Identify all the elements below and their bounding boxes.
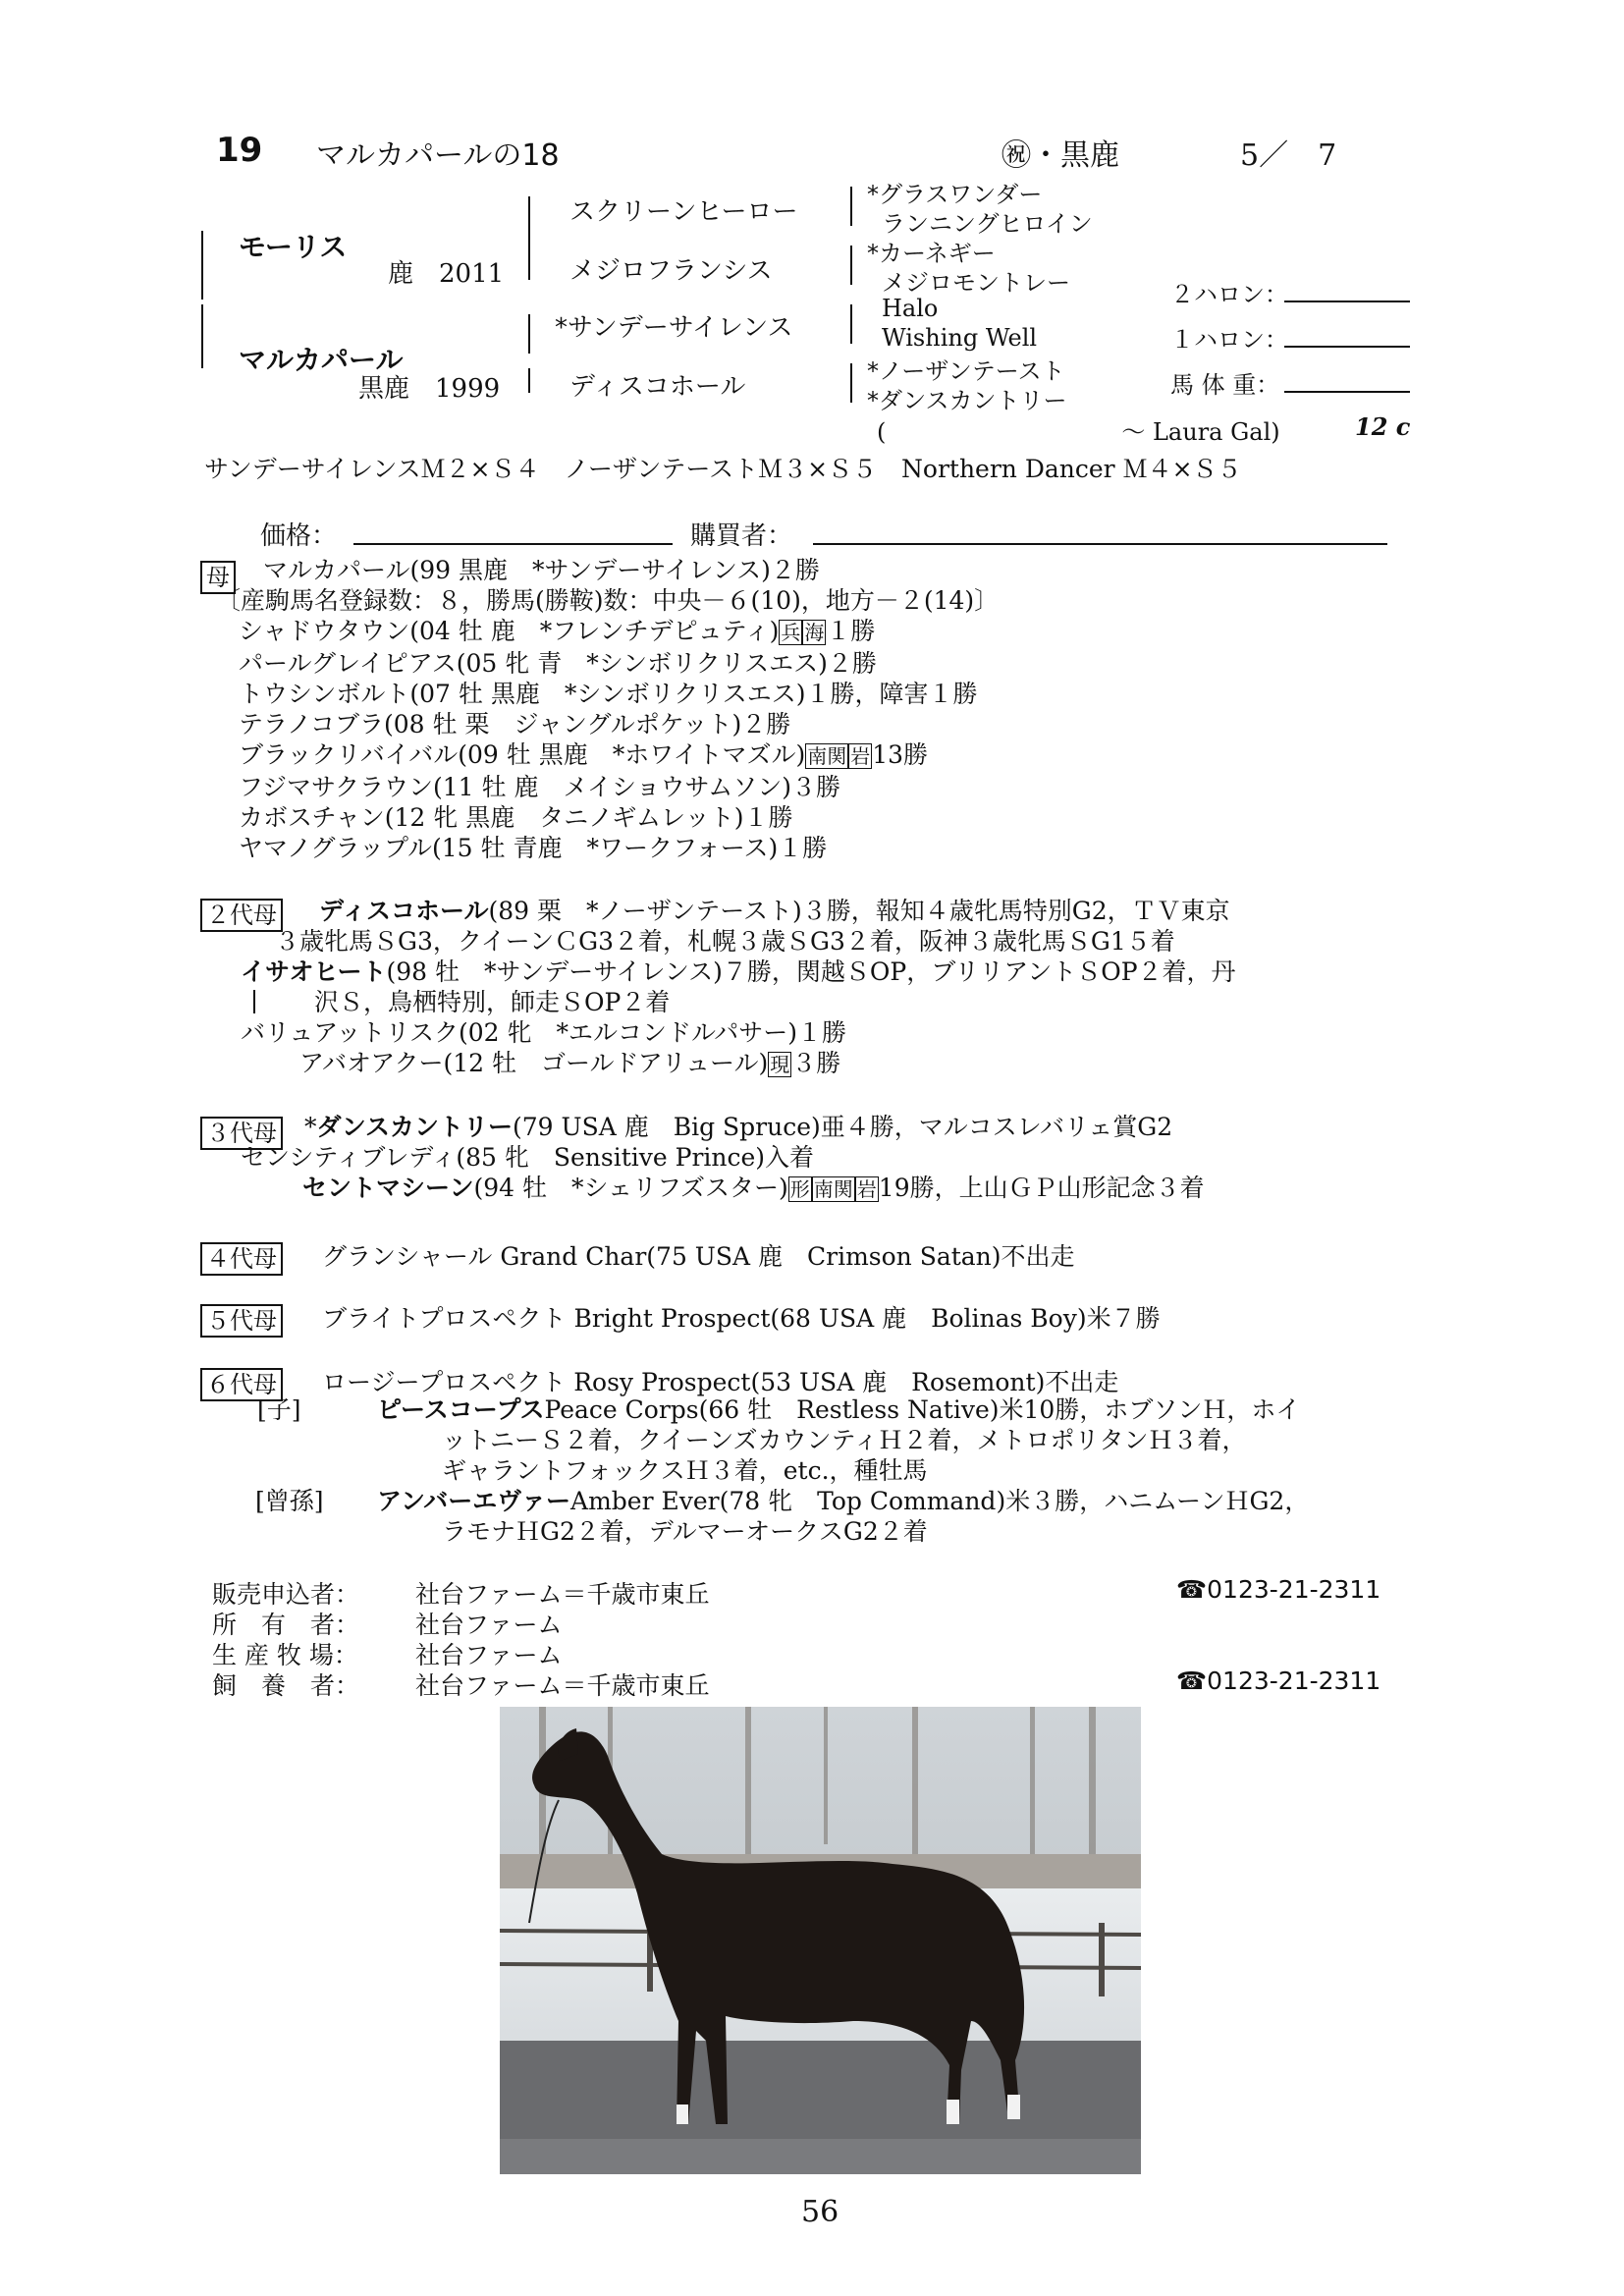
child-tag: [子] xyxy=(257,1395,301,1424)
dam-line-6: ブラックリバイバル(09 牡 黒鹿 *ホワイトマズル) 南関 岩13勝 xyxy=(239,740,929,769)
pedigree-bracket-3b xyxy=(850,246,852,285)
sire-name: モーリス xyxy=(239,231,348,263)
g6-descendants: [子] ピースコープスPeace Corps(66 牡 Restless Native)米10勝，ホブソンＨ，ホイ ットニーＳ２着，クイーンズカウンティＨ２着，メトロポリタンＨ３着， ギャラントフォックスＨ３着，etc.，種牡馬 [曾孫] アンバーエヴァーAmber Ever(78 牝 Top Command)米３勝，ハニムーンＨG2， ラモナＨG2２着，デルマーオークスG2２着 xyxy=(255,1395,1310,1546)
ssd: ランニングヒロイン xyxy=(882,210,1093,238)
g2-son-name: イサオヒート xyxy=(241,957,387,986)
g2-line2: ３歳牝馬ＳG3，クイーンＣG3２着，札幌３歳ＳG3２着，阪神３歳牝馬ＳG1５着 xyxy=(275,927,1175,956)
applicant-label: 販売申込者： xyxy=(212,1580,360,1609)
furlong1-field[interactable] xyxy=(1284,346,1410,348)
dss: Halo xyxy=(882,295,939,322)
family-number: 12 c xyxy=(1355,412,1411,441)
gg-tag: [曾孫] xyxy=(255,1487,324,1515)
g2-son-line2: 沢Ｓ，鳥栖特別，師走ＳOP２着 xyxy=(314,988,671,1016)
keeper-label: 飼 養 者： xyxy=(212,1671,360,1700)
horse-name: マルカパールの18 xyxy=(316,138,560,173)
dam-color-year: 黒鹿 1999 xyxy=(358,374,501,404)
dam-section-label: 母 xyxy=(200,561,236,594)
furlong1-label: １ハロン： xyxy=(1170,326,1288,354)
dam-line-1: 〔産駒馬名登録数：８，勝馬(勝鞍)数：中央－６(10)，地方－２(14)〕 xyxy=(216,586,1000,615)
dam-line-9: ヤマノグラップル(15 牡 青鹿 *ワークフォース)１勝 xyxy=(239,834,828,862)
birth-date: 5／ 7 xyxy=(1240,138,1337,173)
g3-name: ダンスカントリー xyxy=(316,1113,514,1141)
applicant: 社台ファーム＝千歳市東丘 xyxy=(415,1580,710,1609)
tag-region: 海 xyxy=(804,621,825,644)
sds: *カーネギー xyxy=(867,240,996,267)
buyer-label: 購買者： xyxy=(690,521,793,551)
dam-line-3: パールグレイピアス(05 牝 青 *シンボリクリスエス)２勝 xyxy=(239,649,877,678)
dam-line-8: カボスチャン(12 牝 黒鹿 タニノギムレット)１勝 xyxy=(239,803,793,832)
pedigree-bracket-3d xyxy=(850,363,852,403)
g2-son-line1: (98 牡 *サンデーサイレンス)７勝，関越ＳOP，ブリリアントＳOP２着，丹 xyxy=(386,957,1236,986)
furlong2-field[interactable] xyxy=(1284,301,1410,302)
g2-section-label: ２代母 xyxy=(200,899,283,932)
pedigree-bracket-dam xyxy=(201,304,203,368)
breeder: 社台ファーム xyxy=(415,1641,563,1669)
g3-line1: (79 USA 鹿 Big Spruce)亜４勝，マルコスレバリェ賞G2 xyxy=(513,1113,1173,1141)
dam-line-5: テラノコブラ(08 牡 栗 ジャングルポケット)２勝 xyxy=(239,710,791,738)
dam-line-0: マルカパール(99 黒鹿 *サンデーサイレンス)２勝 xyxy=(263,556,820,584)
g2-name: ディスコホール xyxy=(319,897,489,925)
dam-line-7: フジマサクラウン(11 牡 鹿 メイショウサムソン)３勝 xyxy=(239,773,840,801)
g3-son-name: セントマシーン xyxy=(302,1174,474,1202)
child-name: ピースコープス xyxy=(377,1395,545,1424)
pedigree-bracket-3a xyxy=(850,187,852,226)
dds: *ノーザンテースト xyxy=(867,357,1065,385)
tag-region: 兵 xyxy=(781,621,801,644)
tag-region: 岩 xyxy=(850,744,871,768)
tag-region: 形 xyxy=(789,1177,810,1201)
sire-color-year: 鹿 2011 xyxy=(388,259,505,289)
breeder-label: 生 産 牧 場： xyxy=(212,1641,358,1669)
dsd: Wishing Well xyxy=(882,324,1038,352)
dam-line-4: トウシンボルト(07 牡 黒鹿 *シンボリクリスエス)１勝，障害１勝 xyxy=(239,680,978,708)
sss: *グラスワンダー xyxy=(867,181,1043,208)
owner-label: 所 有 者： xyxy=(212,1611,360,1639)
applicant-phone: ☎0123-21-2311 xyxy=(1176,1575,1381,1604)
child-line2: ットニーＳ２着，クイーンズカウンティＨ２着，メトロポリタンＨ３着， xyxy=(442,1426,1247,1454)
keeper: 社台ファーム＝千歳市東丘 xyxy=(415,1671,710,1700)
family-line: ( 〜 Laura Gal) xyxy=(877,418,1280,446)
g6-section-label: ６代母 xyxy=(200,1368,283,1401)
owner: 社台ファーム xyxy=(415,1611,563,1639)
dam-name: マルカパール xyxy=(239,344,404,376)
g2-line1: (89 栗 *ノーザンテースト)３勝，報知４歳牝馬特別G2，ＴＶ東京 xyxy=(488,897,1230,925)
price-field[interactable] xyxy=(353,543,673,545)
pedigree-bracket-2b xyxy=(528,250,530,280)
sire-dam: メジロフランシス xyxy=(569,256,773,286)
buyer-field[interactable] xyxy=(813,543,1387,545)
sire-sire: スクリーンヒーロー xyxy=(569,197,798,227)
page-number: 56 xyxy=(801,2195,839,2229)
pedigree-bracket-2c xyxy=(528,314,530,354)
g4-section-label: ４代母 xyxy=(200,1242,283,1276)
sdd: メジロモントレー xyxy=(882,269,1070,297)
g3-line2: センシティブレディ(85 牝 Sensitive Prince)入着 xyxy=(241,1143,815,1172)
pedigree-bracket-3c xyxy=(850,304,852,344)
child-line3: ギャラントフォックスＨ３着，etc.，種牡馬 xyxy=(442,1456,928,1485)
price-label: 価格： xyxy=(260,521,338,551)
pedigree-bracket-2a xyxy=(528,196,530,250)
dam-section-body xyxy=(216,555,1000,863)
ddd: *ダンスカントリー xyxy=(867,387,1067,414)
inbreeding: サンデーサイレンスＭ２×Ｓ４ ノーザンテーストＭ３×Ｓ５ Northern Dancer Ｍ４×Ｓ５ xyxy=(204,455,1242,483)
horse-photo xyxy=(500,1707,1141,2174)
g2-line6: アバオアクー(12 牡 ゴールドアリュール) xyxy=(299,1049,769,1077)
weight-field[interactable] xyxy=(1284,391,1410,393)
g4-text: グランシャール Grand Char(75 USA 鹿 Crimson Satan)不出走 xyxy=(322,1242,1075,1271)
tag-region: 岩 xyxy=(856,1177,877,1201)
dam-sire: *サンデーサイレンス xyxy=(555,313,793,343)
g3-section-body: *ダンスカントリー(79 USA 鹿 Big Spruce)亜４勝，マルコスレバリェ賞G2 センシティブレディ(85 牝 Sensitive Prince)入着 セントマシーン(94 牡 *シェリフズスター) 形 南関 岩19勝，上山ＧＰ山形記念３着 xyxy=(241,1113,1205,1202)
furlong2-label: ２ハロン： xyxy=(1170,281,1288,308)
g6-text: ロージープロスペクト Rosy Prospect(53 USA 鹿 Rosemont)不出走 xyxy=(322,1368,1119,1396)
weight-label: 馬 体 重： xyxy=(1170,371,1280,399)
g2-line5: バリュアットリスク(02 牝 *エルコンドルパサー)１勝 xyxy=(241,1018,847,1047)
dam-dam: ディスコホール xyxy=(569,372,746,402)
dam-line-2: シャドウタウン(04 牡 鹿 *フレンチデピュティ) 兵 海１勝 xyxy=(239,617,876,645)
gg-name: アンバーエヴァー xyxy=(377,1487,571,1515)
g5-text: ブライトプロスペクト Bright Prospect(68 USA 鹿 Bolinas Boy)米７勝 xyxy=(322,1304,1161,1333)
g2-section-body: ディスコホール(89 栗 *ノーザンテースト)３勝，報知４歳牝馬特別G2，ＴＶ東京 ３歳牝馬ＳG3，クイーンＣG3２着，札幌３歳ＳG3２着，阪神３歳牝馬ＳG1５着 イサオヒート(98 牡 *サンデーサイレンス)７勝，関越ＳOP，ブリリアントＳOP２着，丹 沢Ｓ，鳥栖特別，師走ＳOP２着 バリュアットリスク(02 牝 *エルコンドルパサー)１勝 アバオアクー(12 牡 ゴールドアリュール) 現３勝 xyxy=(241,897,1236,1077)
tag-region: 南関 xyxy=(813,1177,853,1201)
lot-number: 19 xyxy=(216,131,263,170)
gg-line2: ラモナＨG2２着，デルマーオークスG2２着 xyxy=(442,1517,928,1546)
g3-section-label: ３代母 xyxy=(200,1117,283,1150)
keeper-phone: ☎0123-21-2311 xyxy=(1176,1667,1381,1695)
tag-region: 南関 xyxy=(807,744,847,768)
g5-section-label: ５代母 xyxy=(200,1304,283,1338)
sex-color: ㊗・黒鹿 xyxy=(1001,138,1119,173)
g2-bracket xyxy=(253,990,255,1013)
pedigree-bracket-sire xyxy=(201,231,203,300)
tag-current: 現 xyxy=(770,1053,790,1076)
pedigree-bracket-2d xyxy=(528,368,530,393)
